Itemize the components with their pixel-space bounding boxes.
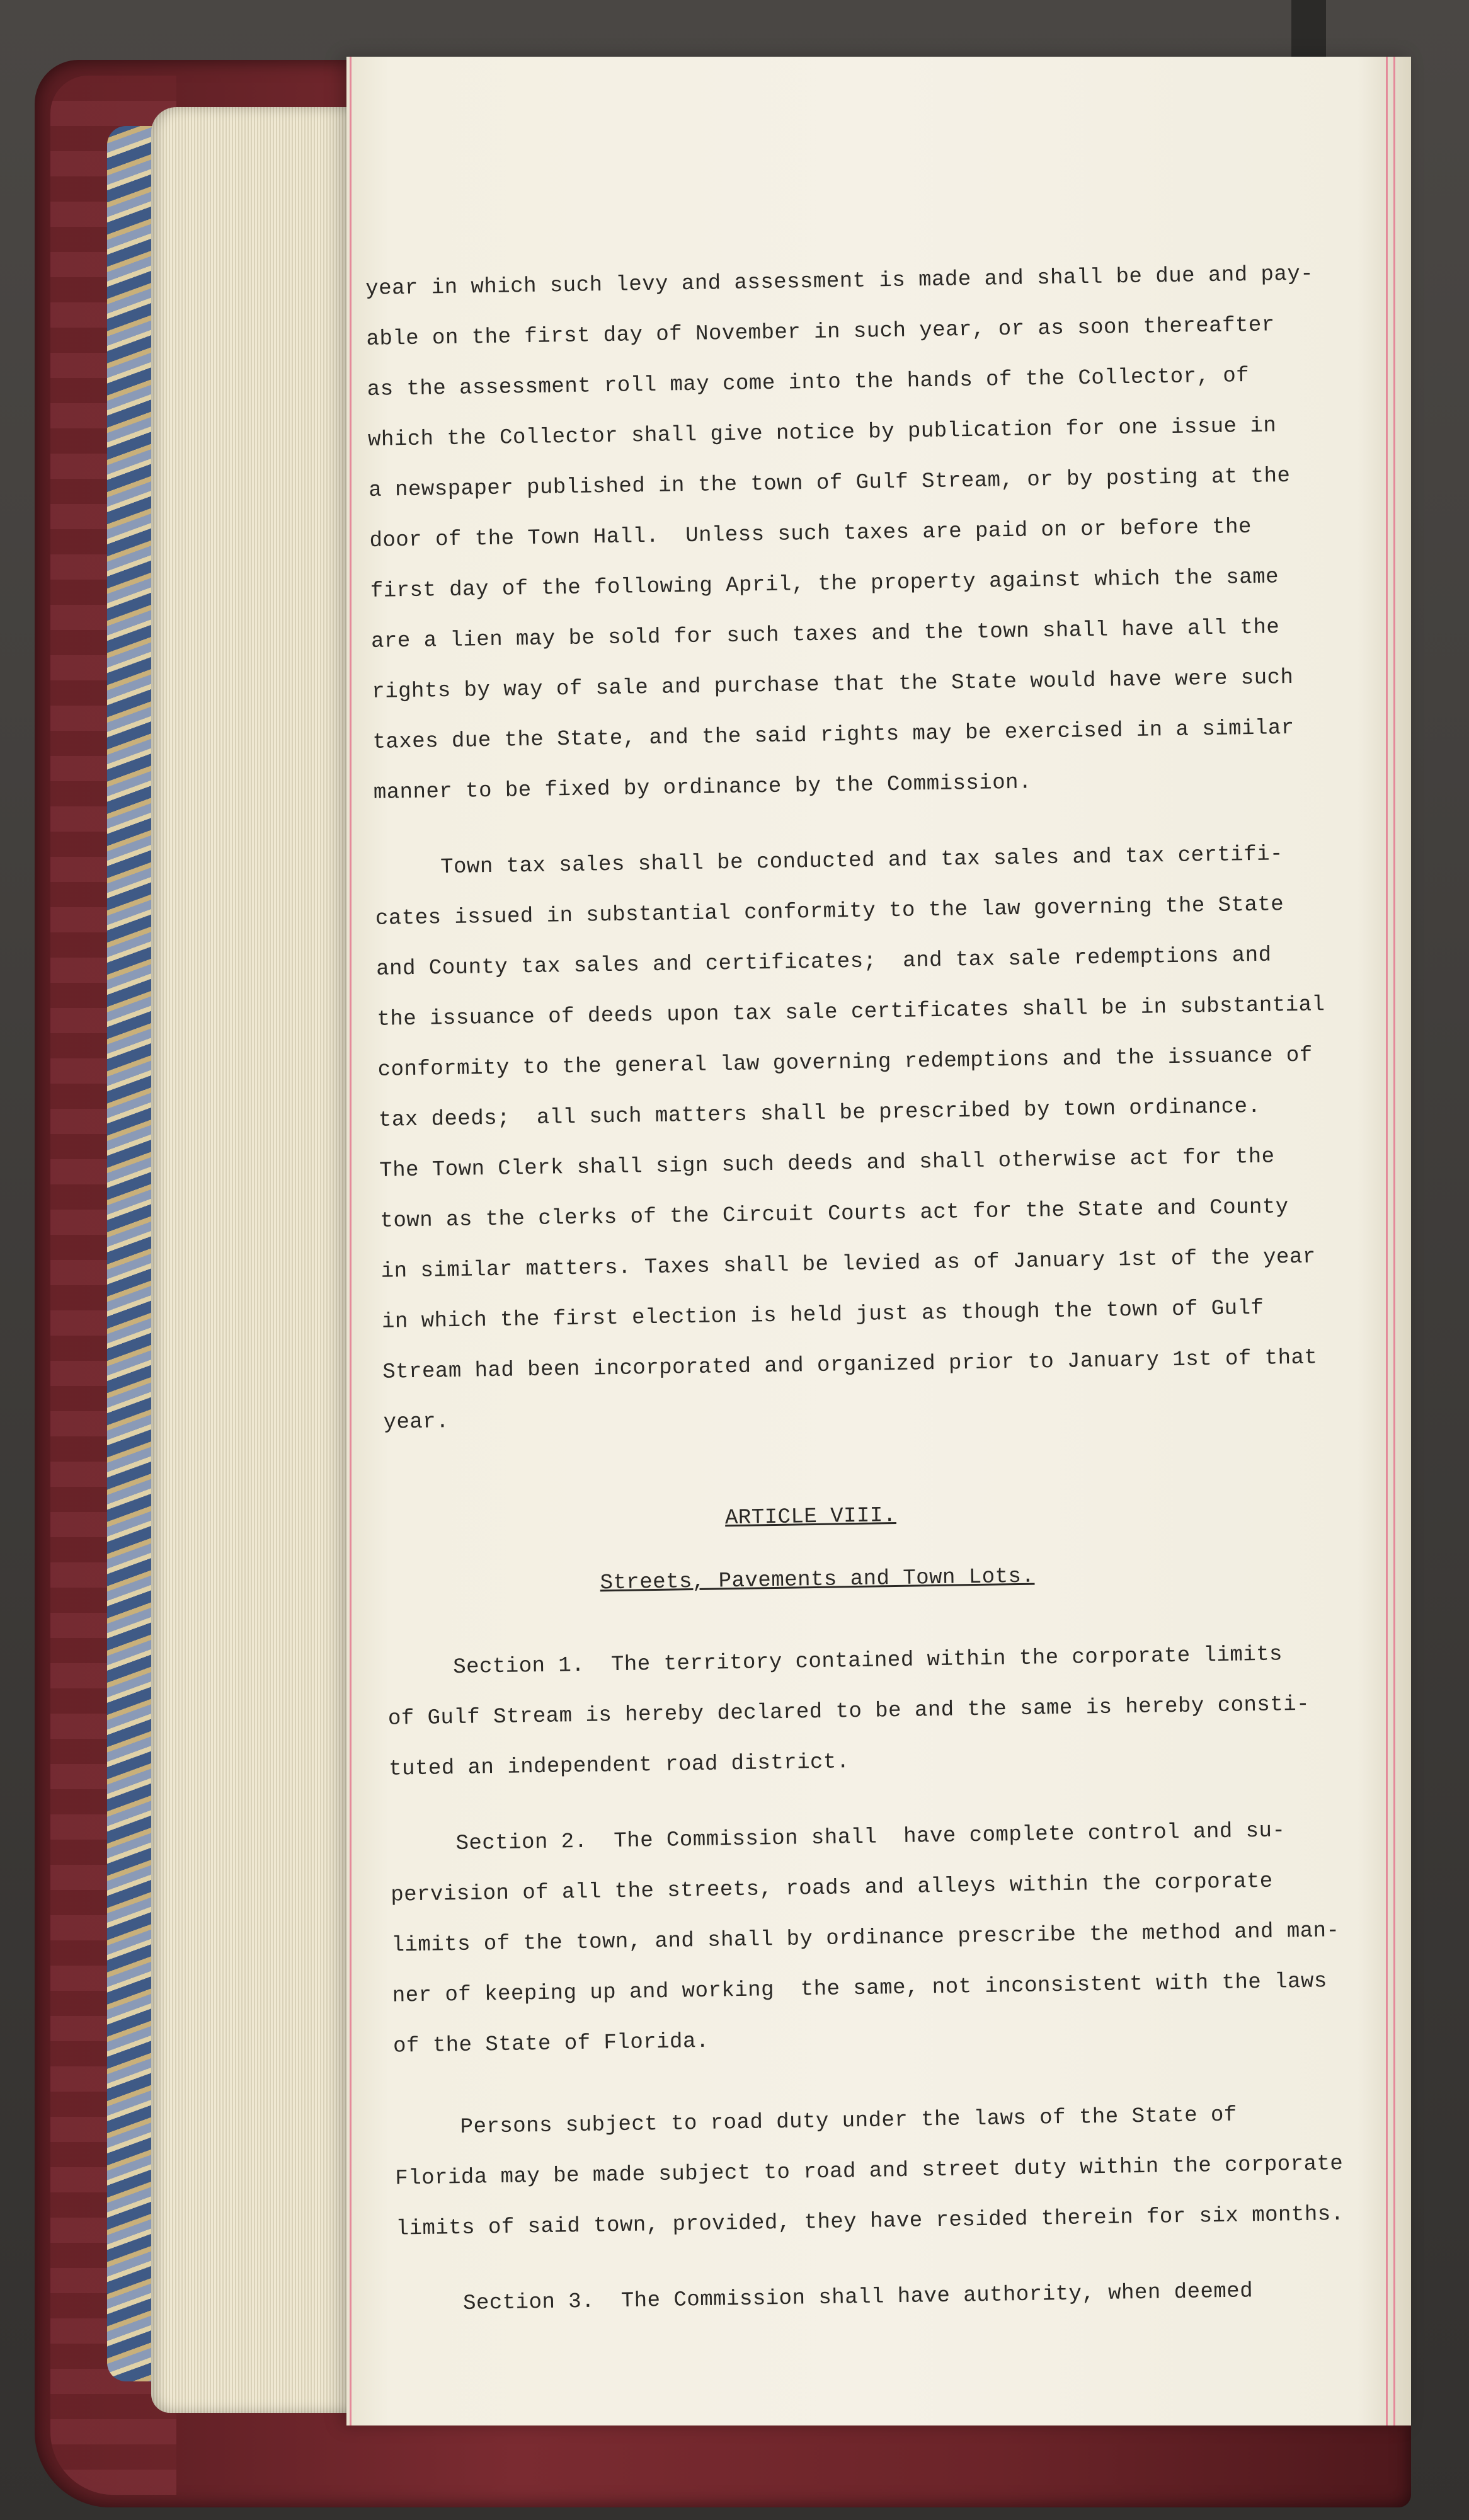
text-line: town as the clerks of the Circuit Courts act for the State and County	[380, 1195, 1289, 1234]
page-stack	[151, 107, 359, 2413]
text-line: ner of keeping up and working the same, not inconsistent with the laws	[392, 1969, 1328, 2008]
margin-rule-right	[1386, 57, 1388, 2426]
text-line: Florida may be made subject to road and street duty within the corporate	[395, 2151, 1344, 2191]
article-heading: ARTICLE VIII.	[724, 1504, 897, 1531]
text-line: in which the first election is held just as though the town of Gulf	[381, 1296, 1264, 1334]
text-line: Section 1. The territory contained within the corporate limits	[387, 1642, 1283, 1681]
text-line: a newspaper published in the town of Gulf Stream, or by posting at the	[369, 464, 1291, 503]
text-line: conformity to the general law governing redemptions and the issuance of	[377, 1043, 1313, 1082]
text-line: in similar matters. Taxes shall be levied as of January 1st of the year	[380, 1245, 1317, 1284]
ledger-page	[346, 57, 1411, 2426]
text-line: first day of the following April, the property against which the same	[370, 565, 1279, 604]
text-line: year.	[383, 1410, 450, 1435]
text-line: which the Collector shall give notice by publication for one issue in	[367, 414, 1277, 452]
text-line: manner to be fixed by ordinance by the Commission.	[373, 770, 1032, 805]
text-line: limits of said town, provided, they have resided therein for six months.	[396, 2202, 1344, 2242]
text-line: are a lien may be sold for such taxes and the town shall have all the	[370, 616, 1280, 654]
text-line: Section 2. The Commission shall have complete control and su-	[389, 1819, 1286, 1857]
article-subheading: Streets, Pavements and Town Lots.	[600, 1564, 1035, 1596]
margin-rule-left	[350, 57, 352, 2426]
text-line: The Town Clerk shall sign such deeds and shall otherwise act for the	[379, 1145, 1275, 1183]
text-line: taxes due the State, and the said rights may be exercised in a similar	[372, 716, 1295, 755]
text-line: the issuance of deeds upon tax sale certificates shall be in substantial	[377, 993, 1325, 1032]
text-line: of Gulf Stream is hereby declared to be and the same is hereby consti-	[387, 1692, 1310, 1731]
text-line: cates issued in substantial conformity to the law governing the State	[375, 893, 1284, 931]
text-line: rights by way of sale and purchase that the State would have were such	[372, 665, 1294, 704]
text-line: Stream had been incorporated and organized prior to January 1st of that	[382, 1346, 1318, 1385]
text-line: able on the first day of November in such year, or as soon thereafter	[366, 313, 1276, 352]
text-line: tax deeds; all such matters shall be prescribed by town ordinance.	[378, 1094, 1261, 1133]
text-line: and County tax sales and certificates; and tax sale redemptions and	[375, 943, 1272, 982]
text-line: door of the Town Hall. Unless such taxes are paid on or before the	[369, 515, 1252, 553]
text-line: tuted an independent road district.	[388, 1750, 850, 1782]
text-line: Persons subject to road duty under the laws of the State of	[394, 2103, 1238, 2141]
text-line: pervision of all the streets, roads and alleys within the corporate	[391, 1869, 1274, 1908]
text-line: Town tax sales shall be conducted and tax sales and tax certifi-	[374, 842, 1284, 881]
text-line: as the assessment roll may come into the hands of the Collector, of	[367, 364, 1250, 402]
text-line: of the State of Florida.	[392, 2029, 710, 2059]
text-line: limits of the town, and shall by ordinance prescribe the method and man-	[391, 1919, 1340, 1958]
text-line: Section 3. The Commission shall have authority, when deemed	[397, 2279, 1254, 2317]
margin-rule-right-double	[1393, 57, 1395, 2426]
text-line: year in which such levy and assessment is made and shall be due and pay-	[365, 262, 1314, 301]
